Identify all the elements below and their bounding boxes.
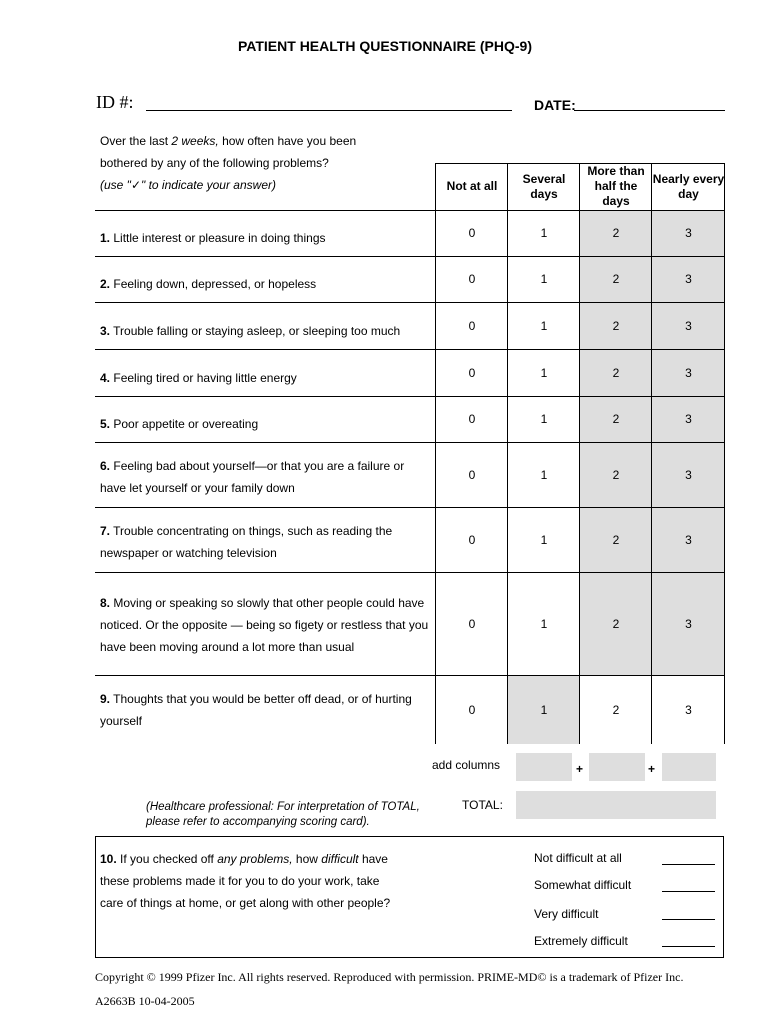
question-5: 5. Poor appetite or overeating [100,417,259,431]
score-cell[interactable]: 1 [540,272,548,286]
score-cell[interactable]: 0 [468,467,476,482]
option-somewhat-difficult: Somewhat difficult [534,878,632,892]
healthcare-note: (Healthcare professional: For interpretation of TOTAL, please refer to accompanying scoring card). [146,801,420,828]
score-cell[interactable]: 3 [685,226,692,240]
question-6: 6. Feeling bad about yourself—or that you are a failure or have let yourself or your family down [100,458,405,495]
option-very-difficult: Very difficult [534,907,599,921]
copyright-notice: Copyright © 1999 Pfizer Inc. All rights reserved. Reproduced with permission. PRIME-MD© is a trademark of Pfizer Inc. [95,970,684,984]
score-cell[interactable]: 1 [540,702,548,717]
id-field[interactable] [146,110,512,111]
score-cell[interactable]: 0 [468,365,476,380]
question-4: 4. Feeling tired or having little energy [100,370,297,385]
score-cell[interactable]: 0 [468,616,476,631]
col-header-more-than-half: More than half the days [587,164,645,208]
score-cell[interactable]: 2 [612,365,620,380]
intro-emphasis: 2 weeks, [171,134,219,148]
col-header-nearly-every-day: Nearly every day [652,171,725,201]
column-sum-nearly-every-day[interactable] [662,753,716,781]
col-header-several-days: Several days [522,171,566,201]
score-cell[interactable]: 0 [468,272,476,286]
score-cell[interactable]: 0 [468,226,476,240]
question-10: 10. If you checked off any problems, how difficult have these problems made it for you to do your work, take care of things at home, or get along with other people? [100,852,391,910]
total-field[interactable] [516,791,716,819]
score-cell[interactable]: 0 [468,532,476,547]
score-cell[interactable]: 3 [685,532,692,547]
column-sum-several-days[interactable] [516,753,572,781]
checkline-very-difficult[interactable] [662,919,715,920]
score-cell[interactable]: 2 [612,532,620,547]
add-columns-label: add columns [432,758,501,772]
question-3: 3. Trouble falling or staying asleep, or sleeping too much [100,323,401,338]
score-cell[interactable]: 1 [540,616,548,631]
score-cell[interactable]: 3 [685,318,692,333]
plus-sign: + [648,762,656,776]
page-title: PATIENT HEALTH QUESTIONNAIRE (PHQ-9) [238,38,532,54]
total-label: TOTAL: [462,798,503,812]
score-cell[interactable]: 0 [468,702,476,717]
score-cell[interactable]: 2 [612,702,620,717]
checkline-not-difficult[interactable] [662,864,715,865]
score-cell[interactable]: 0 [468,412,476,426]
score-cell[interactable]: 1 [540,532,548,547]
option-extremely-difficult: Extremely difficult [534,934,628,948]
question-7: 7. Trouble concentrating on things, such as reading the newspaper or watching television [100,523,393,560]
instructions [100,130,430,196]
score-cell[interactable]: 2 [612,616,620,631]
plus-sign: + [576,762,584,776]
checkline-extremely-difficult[interactable] [662,946,715,947]
score-cell[interactable]: 1 [540,226,548,240]
score-cell[interactable]: 1 [540,318,548,333]
score-cell[interactable]: 2 [612,226,620,240]
column-sum-more-than-half[interactable] [589,753,645,781]
intro-text: Over the last [100,134,172,148]
question-8: 8. Moving or speaking so slowly that other people could have noticed. Or the opposite — being so figety or restless that you have been moving around a lot more than usual [100,596,429,654]
date-field[interactable] [574,110,725,111]
score-cell[interactable]: 3 [685,467,692,482]
intro-text-cont: how often have you been [218,134,357,148]
option-not-difficult: Not difficult at all [534,851,622,865]
intro-line-3: (use "✓" to indicate your answer) [100,178,276,192]
score-cell[interactable]: 3 [685,616,692,631]
score-cell[interactable]: 1 [540,467,548,482]
col-header-not-at-all: Not at all [446,179,498,193]
checkline-somewhat-difficult[interactable] [662,891,715,892]
id-label: ID #: [96,92,134,112]
score-cell[interactable]: 2 [612,272,620,286]
score-cell[interactable]: 2 [612,412,620,426]
score-cell[interactable]: 3 [685,272,692,286]
score-cell[interactable]: 1 [540,365,548,380]
intro-line-2: bothered by any of the following problems? [100,156,329,170]
date-label: DATE: [534,97,576,113]
question-9: 9. Thoughts that you would be better off dead, or of hurting yourself [100,692,412,728]
form-code: A2663B 10-04-2005 [95,994,195,1008]
score-cell[interactable]: 0 [468,318,476,333]
score-cell[interactable]: 2 [612,318,620,333]
score-cell[interactable]: 3 [685,702,692,717]
score-cell[interactable]: 3 [685,412,692,426]
score-cell[interactable]: 2 [612,467,620,482]
question-2: 2. Feeling down, depressed, or hopeless [100,277,317,291]
score-cell[interactable]: 1 [540,412,548,426]
question-1: 1. Little interest or pleasure in doing things [100,231,326,245]
table-top-border [436,163,725,164]
score-cell[interactable]: 3 [685,365,692,380]
